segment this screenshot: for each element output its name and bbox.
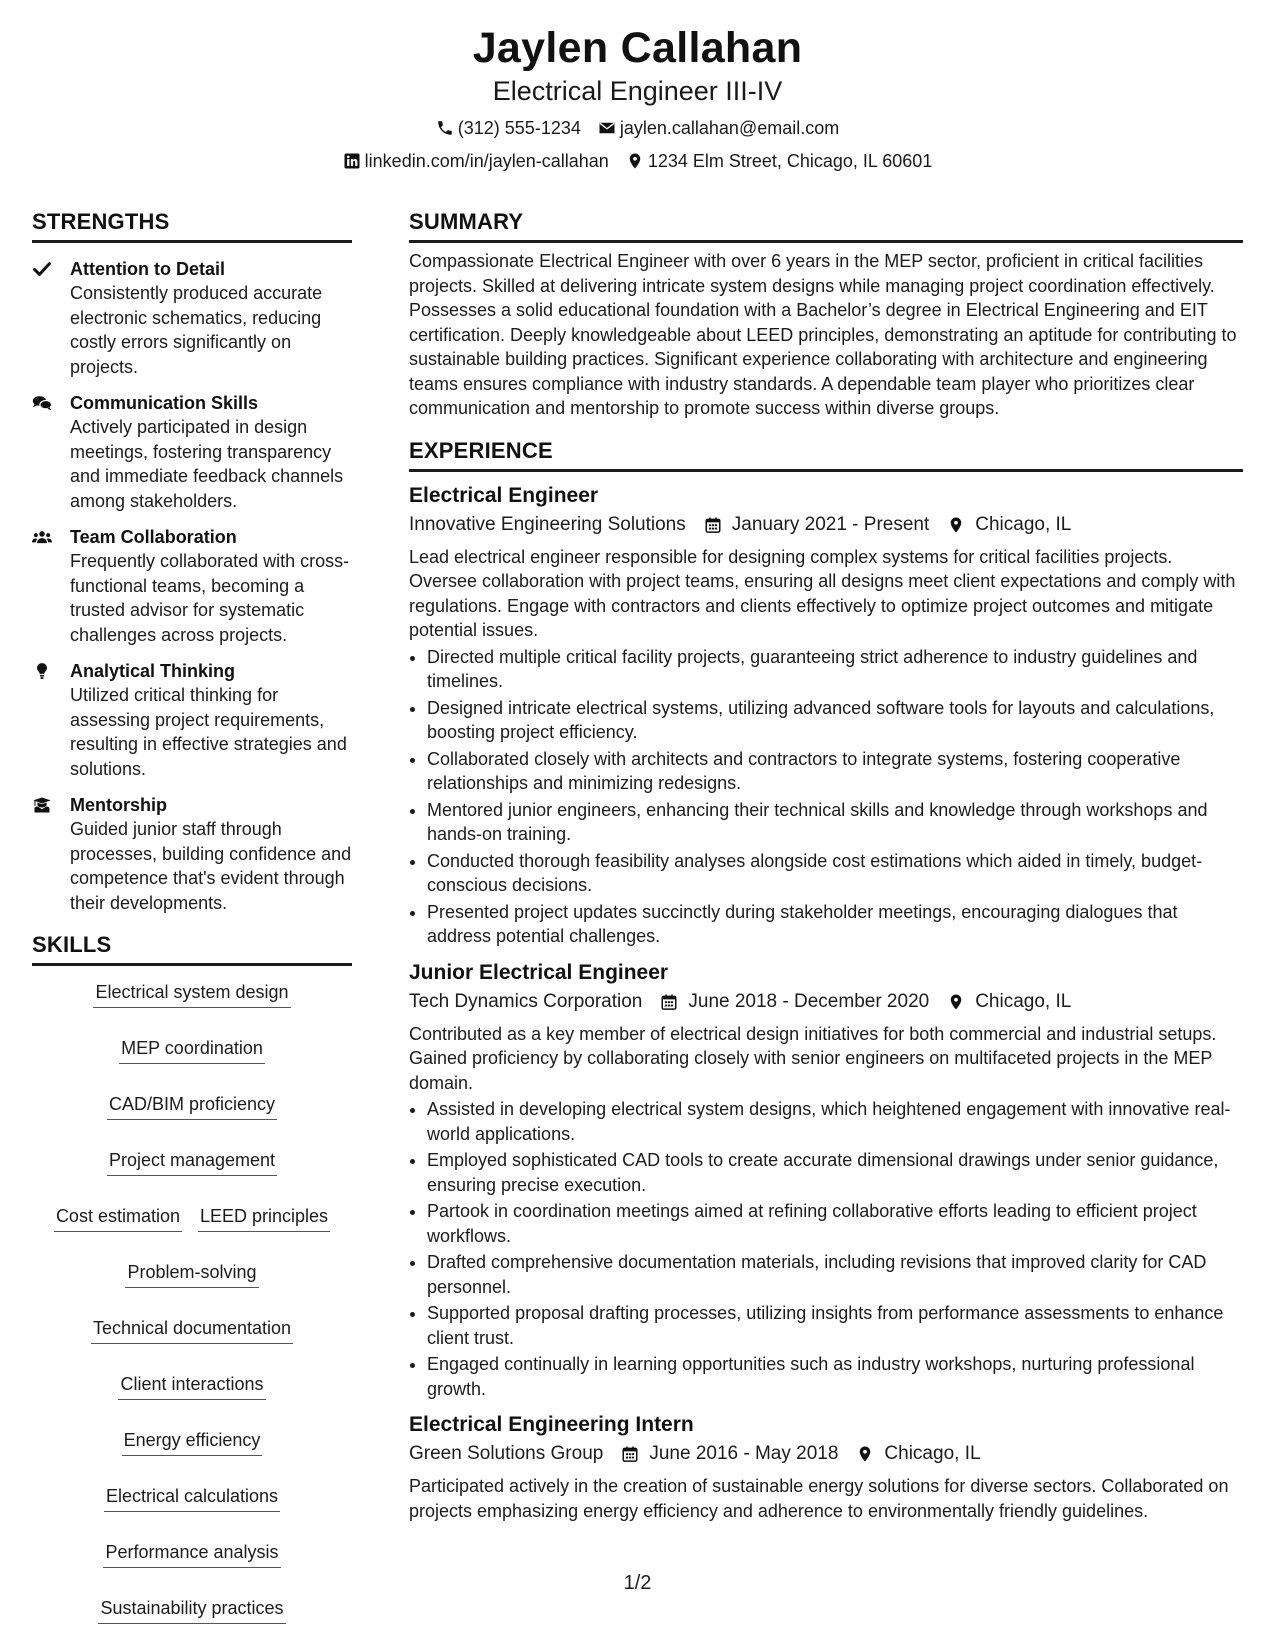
linkedin-contact[interactable] — [343, 149, 609, 173]
strength-item — [32, 257, 352, 379]
strength-title: Team Collaboration — [70, 527, 237, 547]
job-bullet: • Supported proposal drafting processes, utilizing insights from performance assessments to enhance client trust. — [427, 1301, 1243, 1350]
skill-tag: Cost estimation — [54, 1202, 182, 1232]
map-pin-icon — [947, 993, 965, 1011]
map-pin-icon — [856, 1445, 874, 1463]
strength-item — [32, 391, 352, 513]
contact-row-2 — [0, 149, 1275, 173]
job-company: Innovative Engineering Solutions — [409, 513, 686, 535]
skill-tag: Performance analysis — [103, 1538, 280, 1568]
calendar-icon — [660, 993, 678, 1011]
strength-item — [32, 659, 352, 781]
job-meta — [409, 511, 1243, 539]
skill-tag: CAD/BIM proficiency — [107, 1090, 277, 1120]
job-bullet: • Partook in coordination meetings aimed at refining collaborative efforts leading to efficient project workflows. — [427, 1199, 1243, 1248]
job-role: Electrical Engineer — [409, 483, 599, 507]
job-entry — [409, 959, 1243, 1402]
right-column — [409, 206, 1243, 1523]
phone-text: (312) 555-1234 — [457, 118, 581, 138]
map-pin-icon — [626, 152, 644, 170]
email-contact[interactable] — [598, 116, 839, 140]
address-contact — [626, 149, 933, 173]
comments-icon — [32, 394, 52, 412]
job-location: Chicago, IL — [975, 513, 1072, 535]
linkedin-text: linkedin.com/in/jaylen-callahan — [364, 151, 609, 171]
job-meta — [409, 1440, 1243, 1468]
job-title: Electrical Engineer III-IV — [492, 76, 783, 106]
skills-section — [32, 929, 352, 1624]
skill-tag: Energy efficiency — [122, 1426, 263, 1456]
calendar-icon — [621, 1445, 639, 1463]
skills-heading: SKILLS — [32, 929, 352, 966]
experience-section — [409, 435, 1243, 1524]
skill-tag: MEP coordination — [119, 1034, 265, 1064]
strength-desc: Actively participated in design meetings, fostering transparency and immediate feedback channels among stakeholders. — [70, 417, 344, 511]
check-icon — [32, 260, 52, 278]
phone-icon — [436, 119, 454, 137]
skill-tag: Technical documentation — [91, 1314, 293, 1344]
candidate-name: Jaylen Callahan — [472, 24, 803, 72]
strength-desc: Guided junior staff through processes, building confidence and competence that's evident through their developments. — [70, 819, 352, 913]
skill-tag: Problem-solving — [125, 1258, 258, 1288]
job-bullets — [409, 645, 1243, 949]
job-location: Chicago, IL — [884, 1443, 981, 1464]
job-bullet: • Presented project updates succinctly during stakeholder meetings, encouraging dialogues that address potential challenges. — [427, 900, 1243, 949]
skill-tag: Electrical calculations — [104, 1482, 280, 1512]
job-role: Junior Electrical Engineer — [409, 960, 669, 984]
job-bullet: • Drafted comprehensive documentation materials, including revisions that improved clarity for CAD personnel. — [427, 1250, 1243, 1299]
calendar-icon — [704, 516, 722, 534]
job-company: Green Solutions Group — [409, 1443, 604, 1464]
strength-item — [32, 793, 352, 915]
job-description: Contributed as a key member of electrical design initiatives for both commercial and industrial setups. Gained proficiency by collaborating closely with senior engineers on multifaceted projects in the MEP domain. — [409, 1023, 1217, 1093]
skill-tag: LEED principles — [198, 1202, 330, 1232]
map-pin-icon — [947, 516, 965, 534]
summary-heading: SUMMARY — [409, 206, 1243, 243]
job-role: Electrical Engineering Intern — [409, 1413, 694, 1436]
job-bullet: • Collaborated closely with architects and contractors to integrate systems, fostering cooperative relationships and minimizing redesigns. — [427, 747, 1243, 796]
summary-section — [409, 206, 1243, 421]
skill-tag: Client interactions — [118, 1370, 265, 1400]
job-dates: January 2021 - Present — [731, 513, 930, 535]
users-icon — [32, 528, 52, 546]
job-description: Participated actively in the creation of sustainable energy solutions for diverse sectors. Collaborated on projects emphasizing energy efficiency and adherence to environmentally friendly guidelines. — [409, 1476, 1229, 1521]
job-bullets — [409, 1097, 1243, 1401]
strength-desc: Frequently collaborated with cross-functional teams, becoming a trusted advisor for systematic challenges across projects. — [70, 551, 350, 645]
job-company: Tech Dynamics Corporation — [409, 990, 643, 1012]
summary-text: Compassionate Electrical Engineer with over 6 years in the MEP sector, proficient in critical facilities projects. Skilled at delivering intricate system designs while managing project coordination effectively. Possesses a solid educational foundation with a Bachelor’s degree in Electrical Engineering and EIT certification. Deeply knowledgeable about LEED principles, demonstrating an aptitude for contributing to sustainable building practices. Significant experience collaborating with architecture and engineering teams ensures compliance with industry standards. A dependable team player who prioritizes clear communication and mentorship to promote success within diverse groups. — [409, 251, 1237, 418]
linkedin-icon — [343, 152, 361, 170]
graduation-icon — [32, 796, 52, 814]
job-meta — [409, 988, 1243, 1016]
job-entry — [409, 1411, 1243, 1523]
job-location: Chicago, IL — [975, 990, 1072, 1012]
strength-title: Communication Skills — [70, 393, 259, 413]
job-dates: June 2016 - May 2018 — [649, 1443, 839, 1464]
contact-row-1 — [0, 116, 1275, 140]
job-bullet: • Employed sophisticated CAD tools to create accurate dimensional drawings under senior guidance, ensuring precise execution. — [427, 1148, 1243, 1197]
skill-tag: Sustainability practices — [98, 1594, 285, 1624]
strengths-heading: STRENGTHS — [32, 206, 352, 243]
skill-tag: Electrical system design — [93, 978, 290, 1008]
job-entry — [409, 482, 1243, 949]
strength-title: Mentorship — [70, 795, 167, 815]
job-bullet: • Designed intricate electrical systems, utilizing advanced software tools for layouts and calculations, boosting project efficiency. — [427, 696, 1243, 745]
job-description: Lead electrical engineer responsible for designing complex systems for critical facilities projects. Oversee collaboration with project teams, ensuring all designs meet client expectations and comply with regulations. Engage with contractors and clients effectively to optimize project outcomes and mitigate potential issues. — [409, 546, 1236, 640]
envelope-icon — [598, 119, 616, 137]
job-dates: June 2018 - December 2020 — [688, 990, 930, 1012]
job-bullet: • Conducted thorough feasibility analyses alongside cost estimations which aided in timely, budget-conscious decisions. — [427, 849, 1243, 898]
job-bullet: • Mentored junior engineers, enhancing their technical skills and knowledge through workshops and hands-on training. — [427, 798, 1243, 847]
strength-title: Analytical Thinking — [70, 661, 236, 681]
resume-header — [0, 22, 1275, 173]
experience-heading: EXPERIENCE — [409, 435, 1243, 472]
page-number: 1/2 — [623, 1572, 652, 1594]
strength-item — [32, 525, 352, 647]
strength-title: Attention to Detail — [70, 259, 225, 279]
job-bullet: • Assisted in developing electrical system designs, which heightened engagement with innovative real-world applications. — [427, 1097, 1243, 1146]
strength-desc: Consistently produced accurate electronic schematics, reducing costly errors significantly on projects. — [70, 283, 323, 377]
strength-desc: Utilized critical thinking for assessing project requirements, resulting in effective strategies and solutions. — [70, 685, 347, 779]
lightbulb-icon — [32, 662, 52, 680]
left-column — [32, 206, 352, 1624]
strengths-section — [32, 206, 352, 915]
job-bullet: • Directed multiple critical facility projects, guaranteeing strict adherence to industry guidelines and timelines. — [427, 645, 1243, 694]
phone-contact — [436, 116, 581, 140]
job-bullet: • Engaged continually in learning opportunities such as industry workshops, nurturing professional growth. — [427, 1352, 1243, 1401]
email-text: jaylen.callahan@email.com — [619, 118, 840, 138]
skill-tag: Project management — [107, 1146, 277, 1176]
address-text: 1234 Elm Street, Chicago, IL 60601 — [647, 151, 933, 171]
